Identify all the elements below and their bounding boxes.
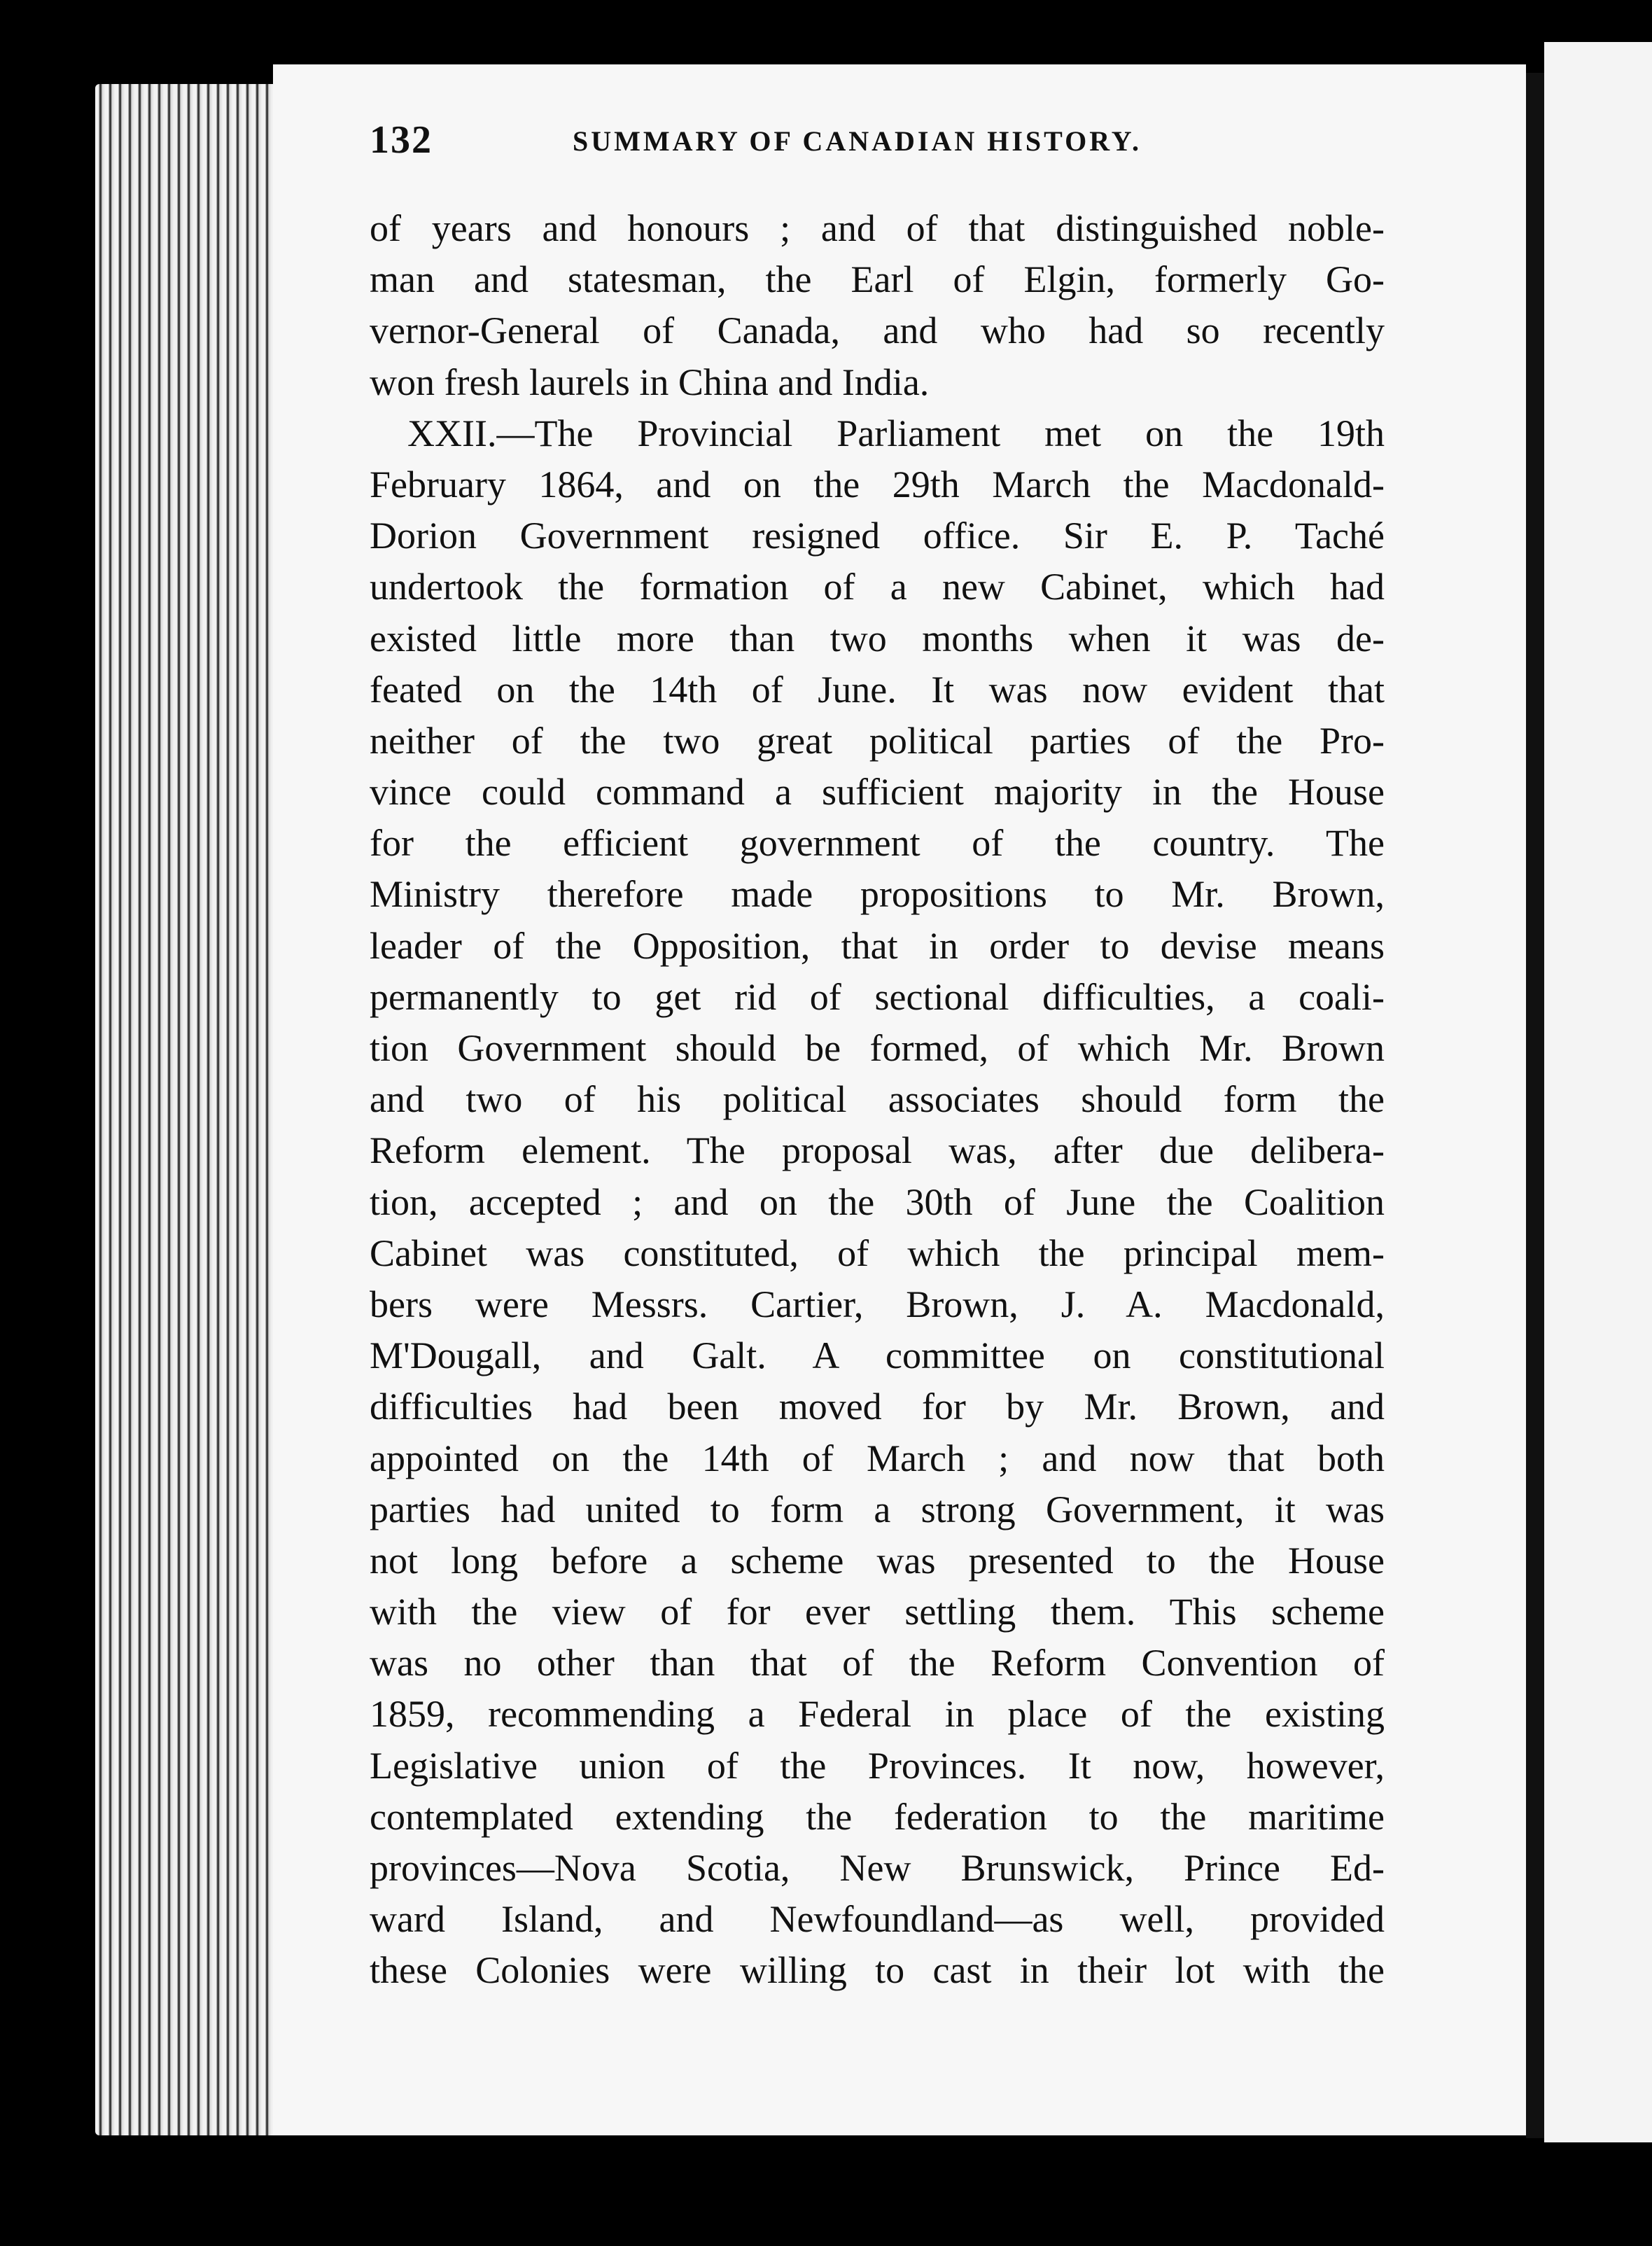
text-line: provinces—Nova Scotia, New Brunswick, Prince Ed- — [370, 1847, 1385, 1889]
text-line: Ministry therefore made propositions to Mr. Brown, — [370, 873, 1385, 916]
text-line: leader of the Opposition, that in order to devise means — [370, 924, 1385, 967]
text-line: undertook the formation of a new Cabinet, which had — [370, 566, 1385, 608]
text-line: of years and honours ; and of that distinguished noble- — [370, 207, 1385, 249]
text-line: not long before a scheme was presented to the House — [370, 1539, 1385, 1582]
text-line: tion, accepted ; and on the 30th of June the Coalition — [370, 1180, 1385, 1223]
text-line: appointed on the 14th of March ; and now that both — [370, 1437, 1385, 1479]
text-line: ward Island, and Newfoundland—as well, provided — [370, 1898, 1385, 1941]
text-line: M'Dougall, and Galt. A committee on constitutional — [370, 1334, 1385, 1377]
text-line: and two of his political associates should form the — [370, 1078, 1385, 1121]
text-line: vince could command a sufficient majority in the House — [370, 771, 1385, 814]
text-line: 1859, recommending a Federal in place of the existing — [370, 1693, 1385, 1736]
text-line: won fresh laurels in China and India. — [370, 361, 930, 403]
text-line: Reform element. The proposal was, after due delibera- — [370, 1129, 1385, 1172]
text-line: Dorion Government resigned office. Sir E. P. Taché — [370, 515, 1385, 557]
text-line: for the efficient government of the country. The — [370, 822, 1385, 865]
text-line: February 1864, and on the 29th March the Macdonald- — [370, 463, 1385, 505]
text-line: with the view of for ever settling them. This scheme — [370, 1591, 1385, 1633]
body-text — [370, 203, 1385, 1997]
text-line: man and statesman, the Earl of Elgin, formerly Go- — [370, 258, 1385, 301]
text-line: difficulties had been moved for by Mr. Brown, and — [370, 1386, 1385, 1428]
text-line: bers were Messrs. Cartier, Brown, J. A. Macdonald, — [370, 1283, 1385, 1325]
adjacent-page-edge — [1544, 42, 1652, 2142]
page-number: 132 — [370, 118, 433, 162]
text-line: vernor-General of Canada, and who had so recently — [370, 309, 1385, 352]
page-gutter-shadow — [1526, 73, 1544, 2138]
text-line: Legislative union of the Provinces. It now, however, — [370, 1744, 1385, 1787]
text-line: these Colonies were willing to cast in their lot with the — [370, 1949, 1385, 1992]
text-line: existed little more than two months when it was de- — [370, 617, 1385, 660]
text-line: permanently to get rid of sectional difficulties, a coali- — [370, 975, 1385, 1018]
text-line: contemplated extending the federation to the maritime — [370, 1795, 1385, 1838]
text-line: feated on the 14th of June. It was now evident that — [370, 668, 1385, 711]
text-line: parties had united to form a strong Government, it was — [370, 1488, 1385, 1530]
text-line: Cabinet was constituted, of which the principal mem- — [370, 1232, 1385, 1274]
text-line: neither of the two great political parties of the Pro- — [370, 719, 1385, 762]
text-line: tion Government should be formed, of which Mr. Brown — [370, 1027, 1385, 1069]
text-line: was no other than that of the Reform Convention of — [370, 1642, 1385, 1684]
running-title: SUMMARY OF CANADIAN HISTORY. — [573, 125, 1142, 157]
book-page-edges — [95, 84, 273, 2135]
text-line: XXII.—The Provincial Parliament met on the 19th — [407, 412, 1385, 454]
running-head — [370, 118, 1378, 167]
